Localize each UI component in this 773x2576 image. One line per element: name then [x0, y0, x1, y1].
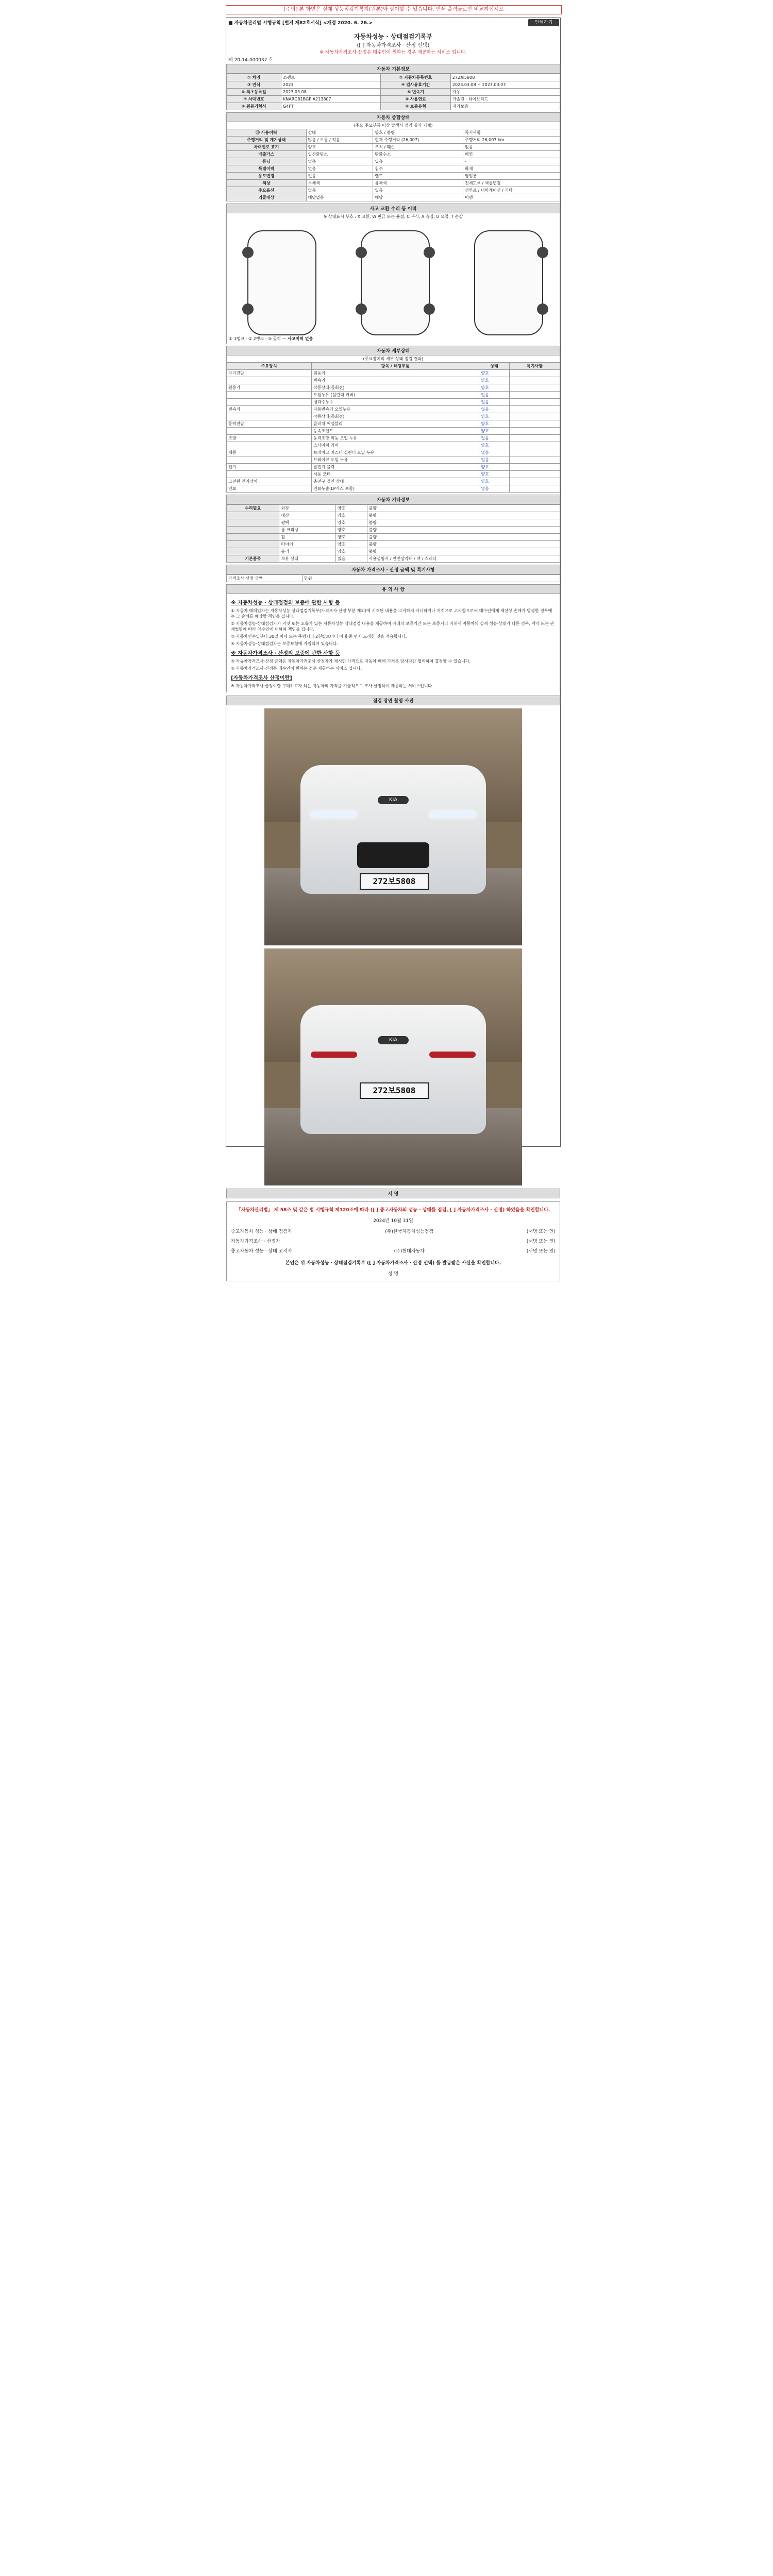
detail-status: 없음 — [479, 399, 509, 406]
field-label: ① 차명 — [227, 74, 281, 81]
detail-item: 작동상태(공회전) — [312, 384, 479, 392]
detail-item: 브레이크 오일 누유 — [312, 456, 479, 464]
car-side-left-outline — [247, 230, 316, 335]
headlamp-left — [311, 811, 357, 818]
field-label: ⑥ 변속기 — [381, 89, 451, 96]
field-value: 자가보증 — [450, 103, 560, 110]
sign-statement: 「자동차관리법」 제 58조 및 같은 법 시행규칙 제120조에 따라 ([ ] 중고자동차의 성능 · 상태를 점검, [ ] 자동차가격조사 · 산정) 하였음을 확인합니다. — [236, 1208, 550, 1213]
detail-row — [227, 485, 560, 493]
field-label: ⑦ 차대번호 — [227, 96, 281, 103]
detail-remark — [509, 435, 560, 442]
condition-value: 양호 / 불량 — [373, 129, 463, 137]
detail-system — [227, 399, 312, 406]
etc-header: 자동차 기타정보 — [226, 495, 560, 504]
etc-row — [227, 505, 560, 512]
note-paragraph: ① 자동차 매매업자는 자동차성능·상태점검기록부(가격조사·산정 부분 제외)에 기재된 내용을 고지하지 아니하거나 거짓으로 고지함으로써 매수인에게 재산상 손해가 발생한 경우에는 그 손해를 배상할 책임을 집니다. — [231, 608, 552, 619]
condition-row — [227, 165, 560, 173]
detail-remark — [509, 392, 560, 399]
detail-row — [227, 435, 560, 442]
etc-cell: 광택 — [279, 519, 335, 527]
detail-status: 양호 — [479, 442, 509, 449]
etc-cell: 불량 — [367, 541, 560, 548]
photo-header: 점검 장면 촬영 사진 — [226, 696, 560, 705]
detail-remark — [509, 428, 560, 435]
detail-header: 자동차 세부상태 — [226, 346, 560, 355]
etc-row — [227, 512, 560, 519]
etc-cell: 불량 — [367, 505, 560, 512]
condition-label: 용도변경 — [227, 173, 307, 180]
condition-label: 튜닝 — [227, 158, 307, 165]
detail-remark — [509, 413, 560, 420]
form-subtitle: ([ ] 자동차가격조사 · 산정 선택) — [357, 43, 430, 48]
sign-row-receiver: 중고자동차 성능 · 상태 고지자 (주)현대자동차 (서명 또는 인) — [231, 1249, 556, 1254]
field-label: ⑧ 사용연료 — [381, 96, 451, 103]
condition-row — [227, 158, 560, 165]
price-value: 만원 — [303, 575, 560, 582]
etc-cell: 불량 — [367, 519, 560, 527]
field-value: 272보5808 — [450, 74, 560, 81]
condition-value: 없음 — [463, 144, 560, 151]
field-value: 2023 — [281, 81, 381, 89]
wheel-icon — [537, 247, 548, 258]
front-photo — [264, 708, 522, 945]
condition-value: 일산화탄소 — [306, 151, 373, 158]
detail-item: 원동기 — [312, 370, 479, 377]
detail-status: 양호 — [479, 464, 509, 471]
condition-label: 특별이력 — [227, 165, 307, 173]
detail-item: 자동변속기 오일누유 — [312, 406, 479, 413]
condition-row — [227, 194, 560, 201]
accident-status: 사고이력 없음 — [288, 336, 313, 341]
etc-cell: 불량 — [367, 548, 560, 555]
detail-row — [227, 413, 560, 420]
signer-label: 성 명 — [388, 1272, 399, 1277]
etc-cell — [227, 541, 279, 548]
price-header: 자동차 가격조사 · 산정 금액 및 특기사항 — [226, 565, 560, 574]
condition-label: 색상 — [227, 180, 307, 187]
detail-row — [227, 456, 560, 464]
condition-label: 차대번호 표기 — [227, 144, 307, 151]
detail-remark — [509, 485, 560, 493]
detail-system — [227, 456, 312, 464]
detail-system: 전기 — [227, 464, 312, 471]
etc-row — [227, 541, 560, 548]
condition-value: 없음 — [306, 165, 373, 173]
sign-footer: 본인은 위 자동차성능 · 상태점검기록부 ([ ] 자동차가격조사 · 산정 선택) 를 발급받은 사실을 확인합니다. — [285, 1261, 501, 1266]
detail-note: (주요장치의 세부 상태 점검 결과) — [226, 355, 560, 362]
print-button[interactable]: 인쇄하기 — [528, 19, 559, 26]
basic-info-row — [227, 74, 560, 81]
detail-status: 없음 — [479, 406, 509, 413]
etc-row — [227, 534, 560, 541]
detail-status: 양호 — [479, 413, 509, 420]
notes-section3-title: [자동차가격조사 산정이란] — [231, 675, 292, 681]
taillamp-left — [311, 1052, 357, 1058]
condition-row — [227, 137, 560, 144]
condition-value: 렌트 — [373, 173, 463, 180]
field-label: ⑩ 보증유형 — [381, 103, 451, 110]
etc-cell: 기본품목 — [227, 555, 279, 563]
field-value: G4FT — [281, 103, 381, 110]
etc-cell: 양호 — [335, 512, 367, 519]
detail-row — [227, 442, 560, 449]
etc-cell: 양호 — [335, 519, 367, 527]
detail-item: 클러치 어셈블리 — [312, 420, 479, 428]
etc-cell: 유리 — [279, 548, 335, 555]
detail-row — [227, 370, 560, 377]
detail-status: 양호 — [479, 370, 509, 377]
wheel-icon — [356, 303, 367, 315]
detail-row — [227, 471, 560, 478]
car-side-right-outline — [474, 230, 543, 335]
condition-value: 특기사항 — [463, 129, 560, 137]
detail-system — [227, 377, 312, 384]
detail-table — [226, 362, 560, 493]
detail-item: 오일누유 (실린더 커버) — [312, 392, 479, 399]
detail-item: 동력조향 작동 오일 누유 — [312, 435, 479, 442]
field-label: ② 자동차등록번호 — [381, 74, 451, 81]
headlamp-right — [429, 811, 476, 818]
etc-cell: 불량 — [367, 534, 560, 541]
condition-label: ⑪ 사용이력 — [227, 129, 307, 137]
condition-note: (주요 주요부품 이상 발생시 점검 결과 기재) — [226, 122, 560, 129]
wheel-icon — [242, 303, 254, 315]
basic-info-row — [227, 81, 560, 89]
condition-value: 양호 — [306, 144, 373, 151]
car-top-outline — [361, 230, 430, 335]
sign-date: 2024년 10월 31일 — [373, 1218, 413, 1224]
condition-value: 있음 — [373, 158, 463, 165]
condition-value: 무채색 — [306, 180, 373, 187]
detail-item: 등속조인트 — [312, 428, 479, 435]
condition-value: 현재 주행거리 (26,007) — [373, 137, 463, 144]
etc-cell — [227, 548, 279, 555]
condition-row — [227, 151, 560, 158]
detail-item: 작동상태(공회전) — [312, 413, 479, 420]
notes-header: 유 의 사 항 — [226, 584, 560, 594]
detail-system — [227, 442, 312, 449]
etc-cell — [227, 534, 279, 541]
etc-cell: 내장 — [279, 512, 335, 519]
condition-value: 매연 — [463, 151, 560, 158]
etc-cell: 불량 — [367, 512, 560, 519]
basic-info-header: 자동차 기본정보 — [226, 64, 560, 74]
detail-status: 없음 — [479, 456, 509, 464]
detail-item: 변속기 — [312, 377, 479, 384]
wheel-icon — [356, 247, 367, 258]
condition-value: 있음 — [373, 187, 463, 194]
suv-body — [300, 765, 486, 894]
detail-status: 양호 — [479, 471, 509, 478]
condition-row — [227, 129, 560, 137]
detail-column-header: 주요장치 — [227, 363, 312, 370]
detail-status: 양호 — [479, 478, 509, 485]
etc-cell: 있음 — [335, 555, 367, 563]
field-label: ⑨ 원동기형식 — [227, 103, 281, 110]
detail-row — [227, 406, 560, 413]
sign-block — [226, 1201, 560, 1281]
etc-cell: 양호 — [335, 548, 367, 555]
condition-row — [227, 173, 560, 180]
field-label: ③ 연식 — [227, 81, 281, 89]
front-license-plate: 272보5808 — [360, 873, 429, 890]
condition-value: 해당 — [373, 194, 463, 201]
sign-row-price: 자동차가격조사 · 산정자 (서명 또는 인) — [231, 1239, 556, 1244]
detail-item: 발전기 출력 — [312, 464, 479, 471]
etc-cell: 불량 — [367, 527, 560, 534]
wheel-icon — [242, 247, 254, 258]
etc-row — [227, 555, 560, 563]
detail-system: 원동기 — [227, 384, 312, 392]
detail-system: 동력전달 — [227, 420, 312, 428]
detail-remark — [509, 384, 560, 392]
etc-cell: 수리필요 — [227, 505, 279, 512]
document-page — [226, 4, 561, 2575]
note-paragraph: ※ 자동차가격조사·산정이란 구매하고자 하는 자동차의 가격을 기술적으로 조사·산정하여 제공하는 서비스입니다. — [231, 684, 433, 688]
wheel-icon — [424, 303, 435, 315]
etc-cell: 양호 — [335, 527, 367, 534]
notes-body — [226, 594, 560, 692]
etc-cell: 양호 — [335, 534, 367, 541]
condition-value: 침수 — [373, 165, 463, 173]
taillamp-right — [429, 1052, 476, 1058]
etc-cell: 타이어 — [279, 541, 335, 548]
form-subnote: ※ 자동차가격조사·산정은 매수인이 원하는 경우 제공하는 서비스 입니다. — [320, 50, 467, 55]
condition-label: 배출가스 — [227, 151, 307, 158]
condition-value: 이행 — [463, 194, 560, 201]
detail-row — [227, 384, 560, 392]
vehicle-diagram — [226, 220, 560, 344]
detail-system — [227, 471, 312, 478]
condition-value: 해당없음 — [306, 194, 373, 201]
detail-status: 없음 — [479, 392, 509, 399]
field-value: 2023.03.08 — [281, 89, 381, 96]
etc-cell: 룸 크리닝 — [279, 527, 335, 534]
condition-value: 탄화수소 — [373, 151, 463, 158]
sign-header: 서 명 — [226, 1189, 560, 1198]
detail-status: 양호 — [479, 420, 509, 428]
detail-status: 없음 — [479, 435, 509, 442]
condition-value: - — [463, 158, 560, 165]
detail-remark — [509, 420, 560, 428]
front-grille — [357, 842, 429, 868]
etc-cell: 보유 상태 — [279, 555, 335, 563]
basic-info-row — [227, 89, 560, 96]
condition-value: 전체도색 / 색상변경 — [463, 180, 560, 187]
detail-item: 충전구 절연 상태 — [312, 478, 479, 485]
document-number: 제 20-14-000037 호 — [228, 58, 273, 63]
accident-legend: ① 1랭크 · ② 2랭크 · ③ 골격 — 사고이력 없음 — [229, 336, 313, 341]
detail-remark — [509, 449, 560, 456]
field-label: ⑤ 최초등록일 — [227, 89, 281, 96]
etc-cell: 양호 — [335, 541, 367, 548]
detail-remark — [509, 464, 560, 471]
condition-table — [226, 129, 560, 201]
detail-row — [227, 392, 560, 399]
notes-section1-title: ※ 자동차성능 · 상태점검의 보증에 관한 사항 등 — [231, 600, 340, 606]
condition-value: 주행거리 26,007 km — [463, 137, 560, 144]
condition-label: 리콜대상 — [227, 194, 307, 201]
etc-row — [227, 548, 560, 555]
detail-item: 연료누출(LP가스 포함) — [312, 485, 479, 493]
suv-body-rear — [300, 1005, 486, 1134]
condition-value: 화재 — [463, 165, 560, 173]
etc-cell — [227, 519, 279, 527]
detail-remark — [509, 442, 560, 449]
detail-status: 양호 — [479, 428, 509, 435]
condition-row — [227, 180, 560, 187]
condition-value: 없음 — [306, 173, 373, 180]
detail-system: 자기진단 — [227, 370, 312, 377]
condition-value: 부식 / 훼손 — [373, 144, 463, 151]
detail-status: 없음 — [479, 485, 509, 493]
detail-system: 변속기 — [227, 406, 312, 413]
detail-column-header: 항목 / 해당부품 — [312, 363, 479, 370]
condition-label: 주행거리 및 계기상태 — [227, 137, 307, 144]
detail-remark — [509, 478, 560, 485]
notes-section2-title: ※ 자동차가격조사 · 산정의 보증에 관한 사항 등 — [231, 651, 340, 656]
detail-item: 스티어링 기어 — [312, 442, 479, 449]
basic-info-table — [226, 74, 560, 110]
detail-item: 시동 모터 — [312, 471, 479, 478]
basic-info-row — [227, 96, 560, 103]
condition-value: 상태 — [306, 129, 373, 137]
etc-row — [227, 519, 560, 527]
detail-remark — [509, 399, 560, 406]
top-notice: [주의] 본 화면은 실제 성능점검기록지(원본)와 상이할 수 있습니다. 인쇄 출력물로만 비교하십시오 — [226, 5, 562, 14]
etc-cell — [227, 527, 279, 534]
note-paragraph: ③ 자동차인수일부터 30일 이내 또는 주행거리 2천킬로미터 이내 중 먼저 도래한 것을 적용합니다. — [231, 634, 407, 639]
field-value: 2023.03.08 ~ 2027.03.07 — [450, 81, 560, 89]
etc-cell: 사용설명서 / 안전삼각대 / 잭 / 스패너 — [367, 555, 560, 563]
etc-cell — [227, 512, 279, 519]
field-value: 가솔린 · 하이브리드 — [450, 96, 560, 103]
detail-row — [227, 399, 560, 406]
condition-label: 주요옵션 — [227, 187, 307, 194]
condition-value: 많음 / 보통 / 적음 — [306, 137, 373, 144]
exterior-header: 사고 교환 수리 등 이력 — [226, 204, 560, 213]
detail-system: 조향 — [227, 435, 312, 442]
detail-system — [227, 392, 312, 399]
condition-value: 없음 — [306, 187, 373, 194]
field-value: 자동 — [450, 89, 560, 96]
detail-system: 고전원 전기장치 — [227, 478, 312, 485]
field-value: KNARG81BGP A213807 — [281, 96, 381, 103]
etc-cell: 휠 — [279, 534, 335, 541]
detail-status: 없음 — [479, 449, 509, 456]
etc-table — [226, 504, 560, 563]
condition-row — [227, 144, 560, 151]
field-value: 쏘렌토 — [281, 74, 381, 81]
detail-row — [227, 464, 560, 471]
condition-value: 없음 — [306, 158, 373, 165]
detail-row — [227, 449, 560, 456]
detail-column-header: 특기사항 — [509, 363, 560, 370]
field-label: ④ 검사유효기간 — [381, 81, 451, 89]
detail-item: 냉각수누수 — [312, 399, 479, 406]
condition-header: 자동차 종합상태 — [226, 112, 560, 122]
wheel-icon — [424, 247, 435, 258]
detail-remark — [509, 370, 560, 377]
note-paragraph: ② 자동차성능·상태점검자가 거짓 또는 오류가 있는 자동차성능·상태점검 내용을 제공하여 아래의 보증기간 또는 보증거리 이내에 자동차의 실제 성능·상태가 다른 경우, 계약 또는 관계법령에 따라 매수인에 대하여 책임을 집니다. — [231, 621, 554, 632]
etc-cell: 양호 — [335, 505, 367, 512]
note-paragraph: ⑥ 자동차가격조사·산정은 매수인이 원하는 경우 제공하는 서비스 입니다. — [231, 666, 362, 671]
exterior-note: ※ 상태표시 부호 : X 교환, W 판금 또는 용접, C 부식, A 흠집, U 요철, T 손상 — [226, 213, 560, 220]
detail-remark — [509, 377, 560, 384]
etc-cell: 외장 — [279, 505, 335, 512]
form-title: 자동차성능 · 상태점검기록부 — [354, 33, 433, 40]
detail-system: 연료 — [227, 485, 312, 493]
note-paragraph: ⑤ 자동차가격조사·산정 금액은 자동차가격조사·산정자가 제시한 가격으로 자동차 매매 가격은 당사자간 협의하여 결정할 수 있습니다. — [231, 659, 471, 664]
inspection-record — [226, 18, 561, 1277]
detail-row — [227, 428, 560, 435]
detail-row — [227, 420, 560, 428]
condition-value: 유채색 — [373, 180, 463, 187]
detail-column-header: 상태 — [479, 363, 509, 370]
condition-value: 영업용 — [463, 173, 560, 180]
detail-row — [227, 478, 560, 485]
price-label: 가격조사 산정 금액 — [227, 575, 303, 582]
detail-row — [227, 377, 560, 384]
detail-system — [227, 428, 312, 435]
rear-license-plate: 272보5808 — [360, 1082, 429, 1099]
etc-row — [227, 527, 560, 534]
basic-info-row — [227, 103, 560, 110]
kia-logo: KIA — [378, 1036, 409, 1044]
detail-system — [227, 413, 312, 420]
detail-item: 브레이크 마스터 실린더 오일 누유 — [312, 449, 479, 456]
condition-value: 선루프 / 내비게이션 / 기타 — [463, 187, 560, 194]
detail-remark — [509, 456, 560, 464]
wheel-icon — [537, 303, 548, 315]
rear-photo — [264, 948, 522, 1185]
detail-status: 양호 — [479, 384, 509, 392]
form-reference: ■ 자동차관리법 시행규칙 [별지 제82호서식] <개정 2020. 6. 26.> — [228, 21, 373, 26]
sign-row-inspector: 중고자동차 성능 · 상태 점검자 (주)한국자동차성능점검 (서명 또는 인) — [231, 1229, 556, 1234]
detail-status: 양호 — [479, 377, 509, 384]
detail-system: 제동 — [227, 449, 312, 456]
detail-remark — [509, 471, 560, 478]
detail-remark — [509, 406, 560, 413]
price-table — [226, 574, 560, 582]
condition-row — [227, 187, 560, 194]
note-paragraph: ④ 자동차성능·상태점검자는 보증보험에 가입되어 있습니다. — [231, 641, 338, 646]
kia-logo: KIA — [378, 796, 409, 804]
